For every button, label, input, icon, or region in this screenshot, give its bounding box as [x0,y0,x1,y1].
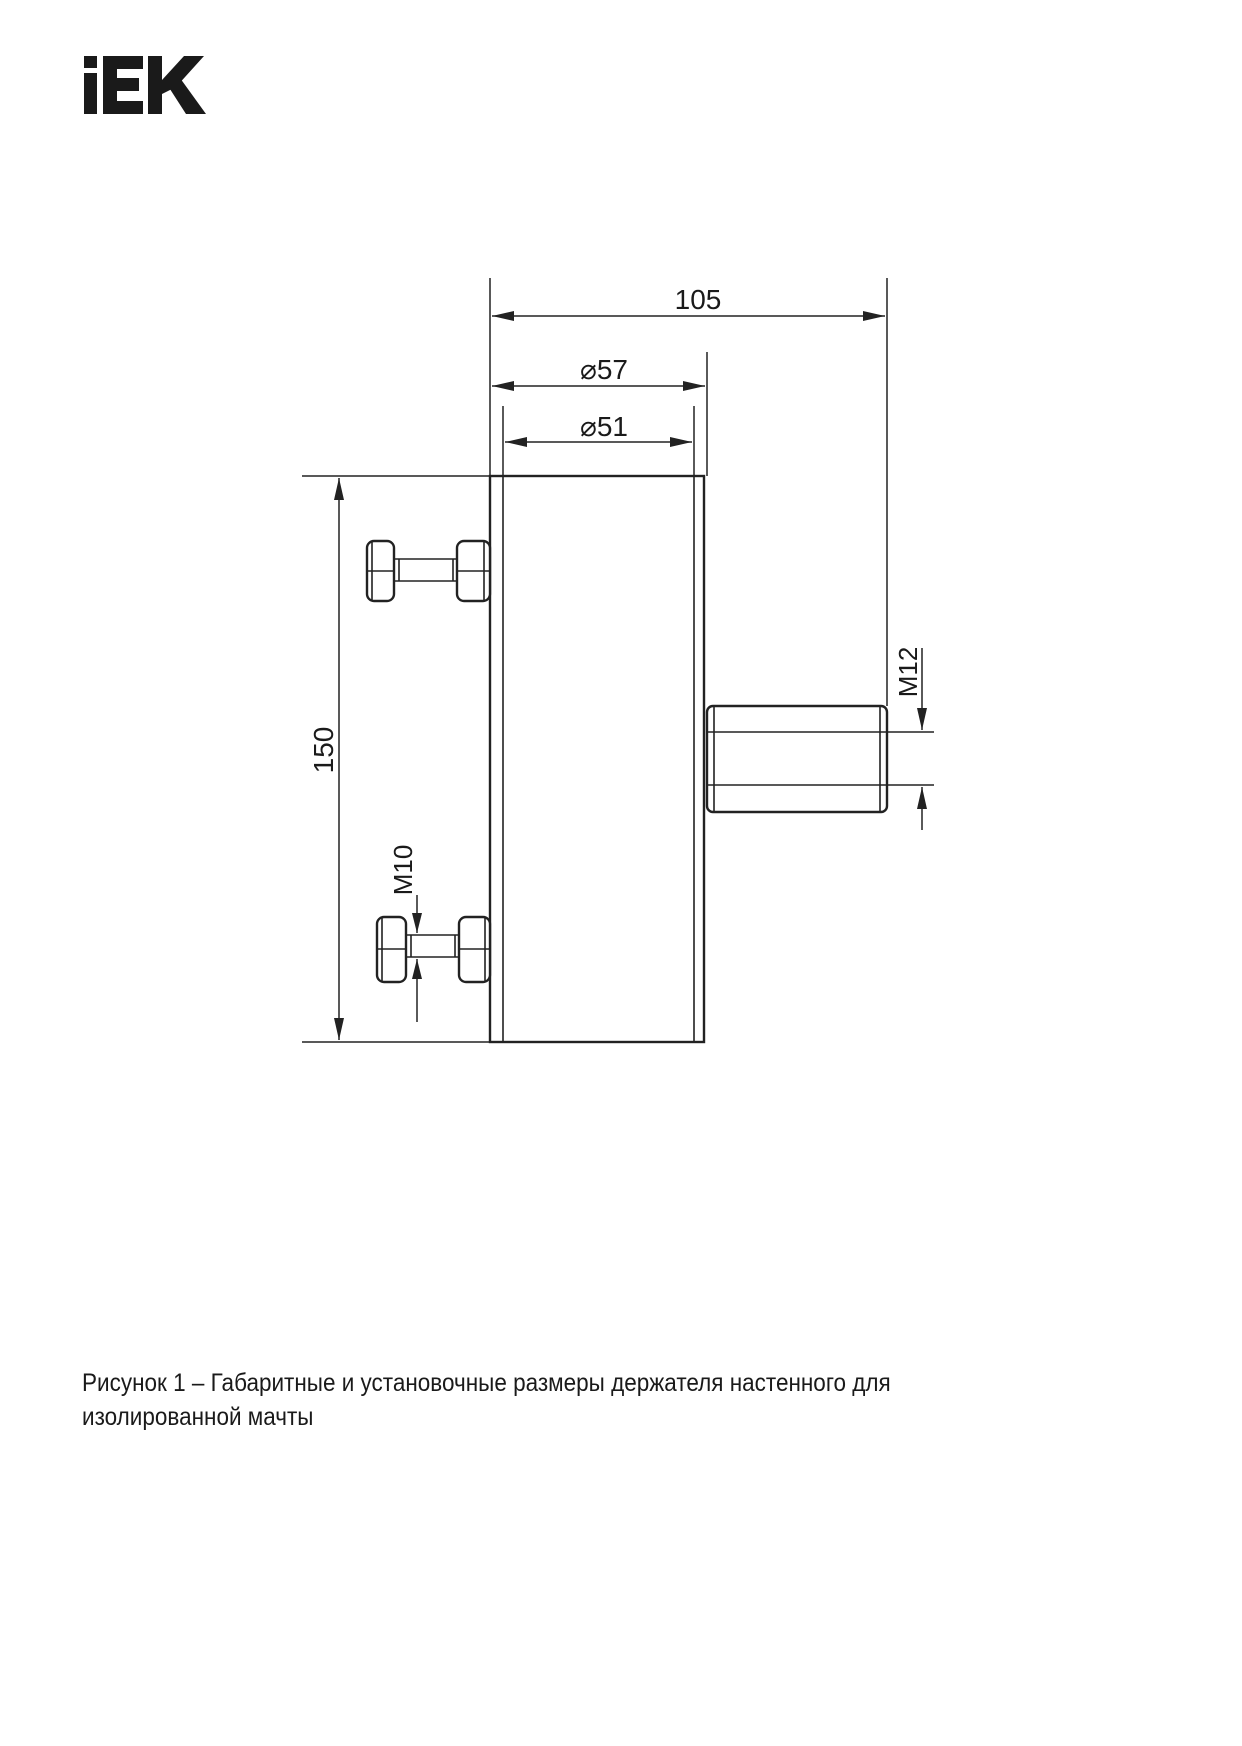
dimension-105-label: 105 [674,284,722,315]
dimension-d57-label: ⌀57 [579,354,629,385]
dimension-150-label: 150 [308,726,339,774]
holder-body [490,476,704,1042]
dimension-m12 [887,647,934,830]
caption-line-1: Рисунок 1 – Габаритные и установочные размеры держателя настенного для [82,1369,891,1397]
upper-bolt [367,541,490,601]
dimension-105 [490,278,887,706]
dimension-m12-label: M12 [893,646,923,698]
dimension-m10-label: M10 [388,844,418,896]
lower-bolt [377,917,490,982]
dimension-d51 [503,406,694,476]
caption-line-2: изолированной мачты [82,1403,314,1431]
figure-caption [82,1366,892,1434]
coupling-nut [707,706,887,812]
dimension-d51-label: ⌀51 [579,411,629,442]
